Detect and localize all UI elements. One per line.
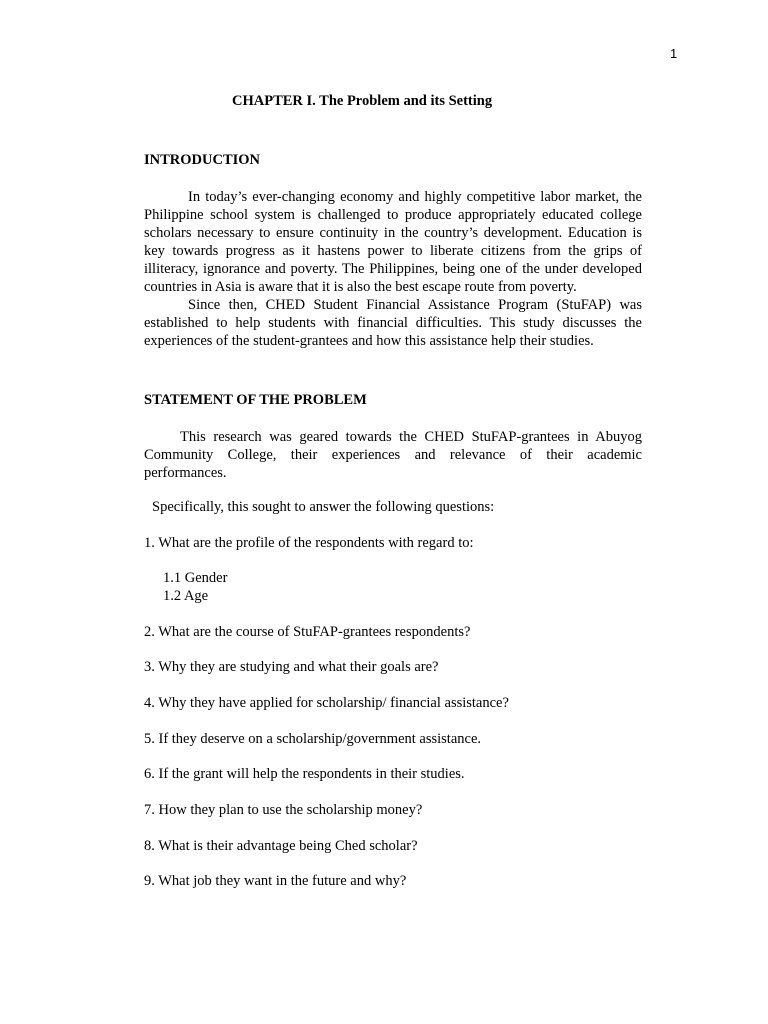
question-4: 4. Why they have applied for scholarship/ financial assistance? — [144, 695, 509, 711]
question-8: 8. What is their advantage being Ched scholar? — [144, 838, 418, 854]
question-7: 7. How they plan to use the scholarship money? — [144, 802, 423, 818]
question-5: 5. If they deserve on a scholarship/government assistance. — [144, 731, 482, 747]
introduction-paragraph-2-text: Since then, CHED Student Financial Assistance Program (StuFAP) was established to help students with financial difficulties. This study discusses the experiences of the student-grantees and how this assistance help their studies. — [144, 297, 642, 349]
subitem-gender: 1.1 Gender — [163, 570, 228, 586]
question-3: 3. Why they are studying and what their goals are? — [144, 659, 439, 675]
statement-paragraph — [144, 428, 642, 482]
question-9: 9. What job they want in the future and why? — [144, 873, 407, 889]
introduction-paragraph-2 — [144, 296, 642, 350]
chapter-title: CHAPTER I. The Problem and its Setting — [232, 93, 493, 109]
introduction-paragraph-1-text: In today’s ever-changing economy and highly competitive labor market, the Philippine school system is challenged to produce appropriately educated college scholars necessary to ensure continuity in the country’s development. Education is key towards progress as it hastens power to liberate citizens from the grips of illiteracy, ignorance and poverty. The Philippines, being one of the under developed countries in Asia is aware that it is also the best escape route from poverty. — [144, 189, 642, 295]
specifically-line: Specifically, this sought to answer the following questions: — [152, 499, 495, 515]
question-6: 6. If the grant will help the respondents in their studies. — [144, 766, 465, 782]
subitem-age: 1.2 Age — [163, 588, 209, 604]
question-1: 1. What are the profile of the respondents with regard to: — [144, 535, 474, 551]
statement-heading: STATEMENT OF THE PROBLEM — [144, 392, 367, 408]
page-number: 1 — [670, 46, 678, 61]
introduction-paragraph-1 — [144, 188, 642, 296]
question-2: 2. What are the course of StuFAP-grantees respondents? — [144, 624, 471, 640]
statement-paragraph-text: This research was geared towards the CHED StuFAP-grantees in Abuyog Community College, their experiences and relevance of their academic performances. — [144, 429, 642, 481]
introduction-heading: INTRODUCTION — [144, 152, 261, 168]
